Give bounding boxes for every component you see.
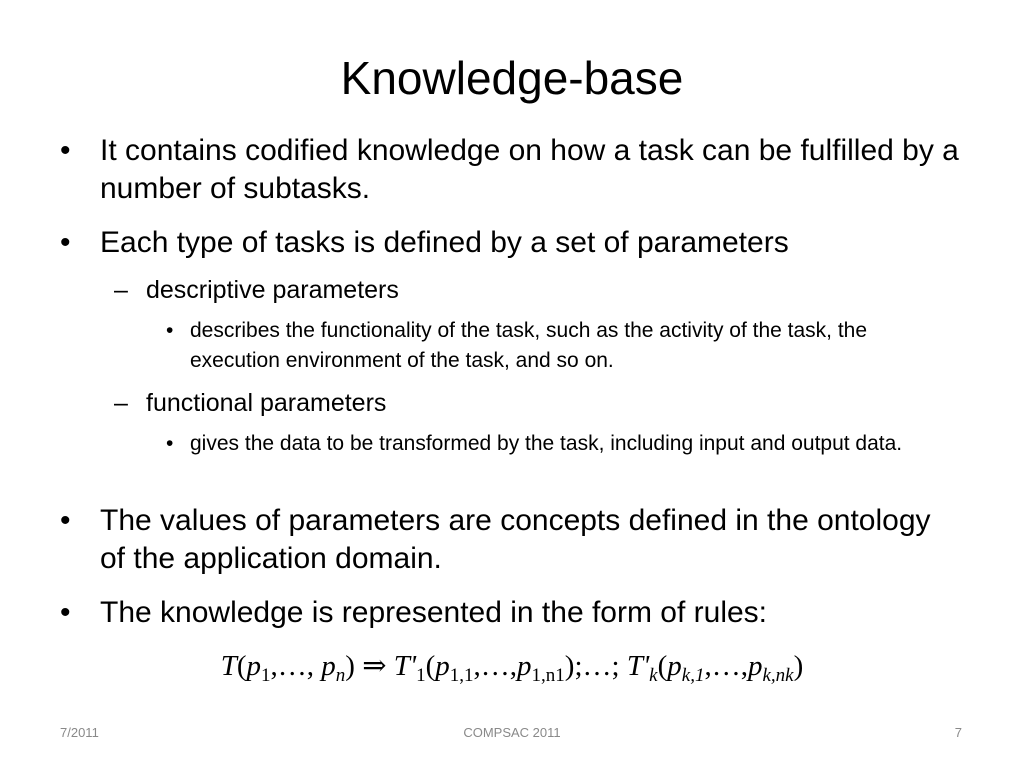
- sub-sub-bullet-text: gives the data to be transformed by the task, including input and output data.: [190, 432, 903, 455]
- formula-subscript: 1: [416, 665, 426, 686]
- formula-punct: ,…,: [704, 650, 748, 682]
- bullet-item: [60, 224, 960, 262]
- formula-punct: (: [425, 650, 436, 682]
- formula-symbol: T': [393, 650, 417, 682]
- bullet-text: Each type of tasks is defined by a set of parameters: [100, 226, 789, 259]
- formula-subscript: 1,1: [449, 665, 474, 686]
- footer-conference: COMPSAC 2011: [463, 725, 561, 740]
- formula-symbol: k: [649, 665, 658, 686]
- sub-bullet-item: [114, 387, 946, 419]
- bullet-text: It contains codified knowledge on how a task can be fulfilled by a number of subtasks.: [100, 134, 959, 205]
- bullet-item: [60, 132, 960, 208]
- formula-punct: );…;: [564, 650, 627, 682]
- formula-punct: ) ⇒: [345, 650, 394, 682]
- bullet-marker: •: [60, 226, 71, 259]
- footer-page-number: 7: [954, 725, 962, 740]
- formula-subscript: [762, 665, 793, 686]
- formula-subscript: 1,n1: [531, 665, 565, 686]
- sub-sub-bullet-text: describes the functionality of the task, such as the activity of the task, the execution environment of the task, and so on.: [190, 319, 868, 372]
- formula-symbol: n: [335, 665, 346, 686]
- bullet-marker: •: [60, 134, 71, 167]
- sub-bullet-text: descriptive parameters: [146, 276, 399, 304]
- bullet-text: The values of parameters are concepts defined in the ontology of the application domain.: [100, 504, 931, 575]
- formula-symbol: k,1: [681, 665, 705, 686]
- sub-bullet-text: functional parameters: [146, 389, 387, 417]
- footer-date: 7/2011: [60, 725, 99, 740]
- formula-symbol: p: [747, 650, 763, 682]
- sub-sub-bullet-item: [166, 429, 950, 459]
- dash-marker: –: [114, 389, 128, 417]
- formula-punct: ): [793, 650, 804, 682]
- bullet-marker: •: [166, 319, 174, 342]
- formula-symbol: p: [246, 650, 262, 682]
- formula-symbol: p: [667, 650, 682, 682]
- bullet-marker: •: [60, 504, 71, 537]
- bullet-marker: •: [166, 432, 174, 455]
- formula-symbol: T': [626, 650, 650, 682]
- bullet-marker: •: [60, 596, 71, 629]
- slide-title: Knowledge-base: [340, 52, 684, 104]
- bullet-text: The knowledge is represented in the form of rules:: [100, 596, 768, 629]
- bullet-item: [60, 502, 960, 578]
- dash-marker: –: [114, 276, 128, 304]
- formula-symbol: p: [321, 650, 336, 682]
- formula-symbol: p: [517, 650, 532, 682]
- formula-subscript: [649, 665, 657, 686]
- formula-subscript: [336, 665, 346, 686]
- formula-punct: (: [657, 650, 668, 682]
- rule-formula: [0, 646, 1024, 686]
- formula-subscript: 1: [261, 665, 271, 686]
- formula-symbol: k,nk: [762, 665, 794, 686]
- sub-sub-bullet-item: [166, 316, 950, 376]
- formula-punct: (: [236, 650, 247, 682]
- formula-punct: ,…,: [473, 650, 518, 682]
- formula-symbol: T: [220, 650, 237, 682]
- sub-bullet-item: [114, 274, 946, 306]
- formula-symbol: p: [435, 650, 450, 682]
- formula-subscript: [682, 665, 705, 686]
- bullet-item: [60, 594, 960, 632]
- formula-punct: ,…,: [270, 650, 322, 682]
